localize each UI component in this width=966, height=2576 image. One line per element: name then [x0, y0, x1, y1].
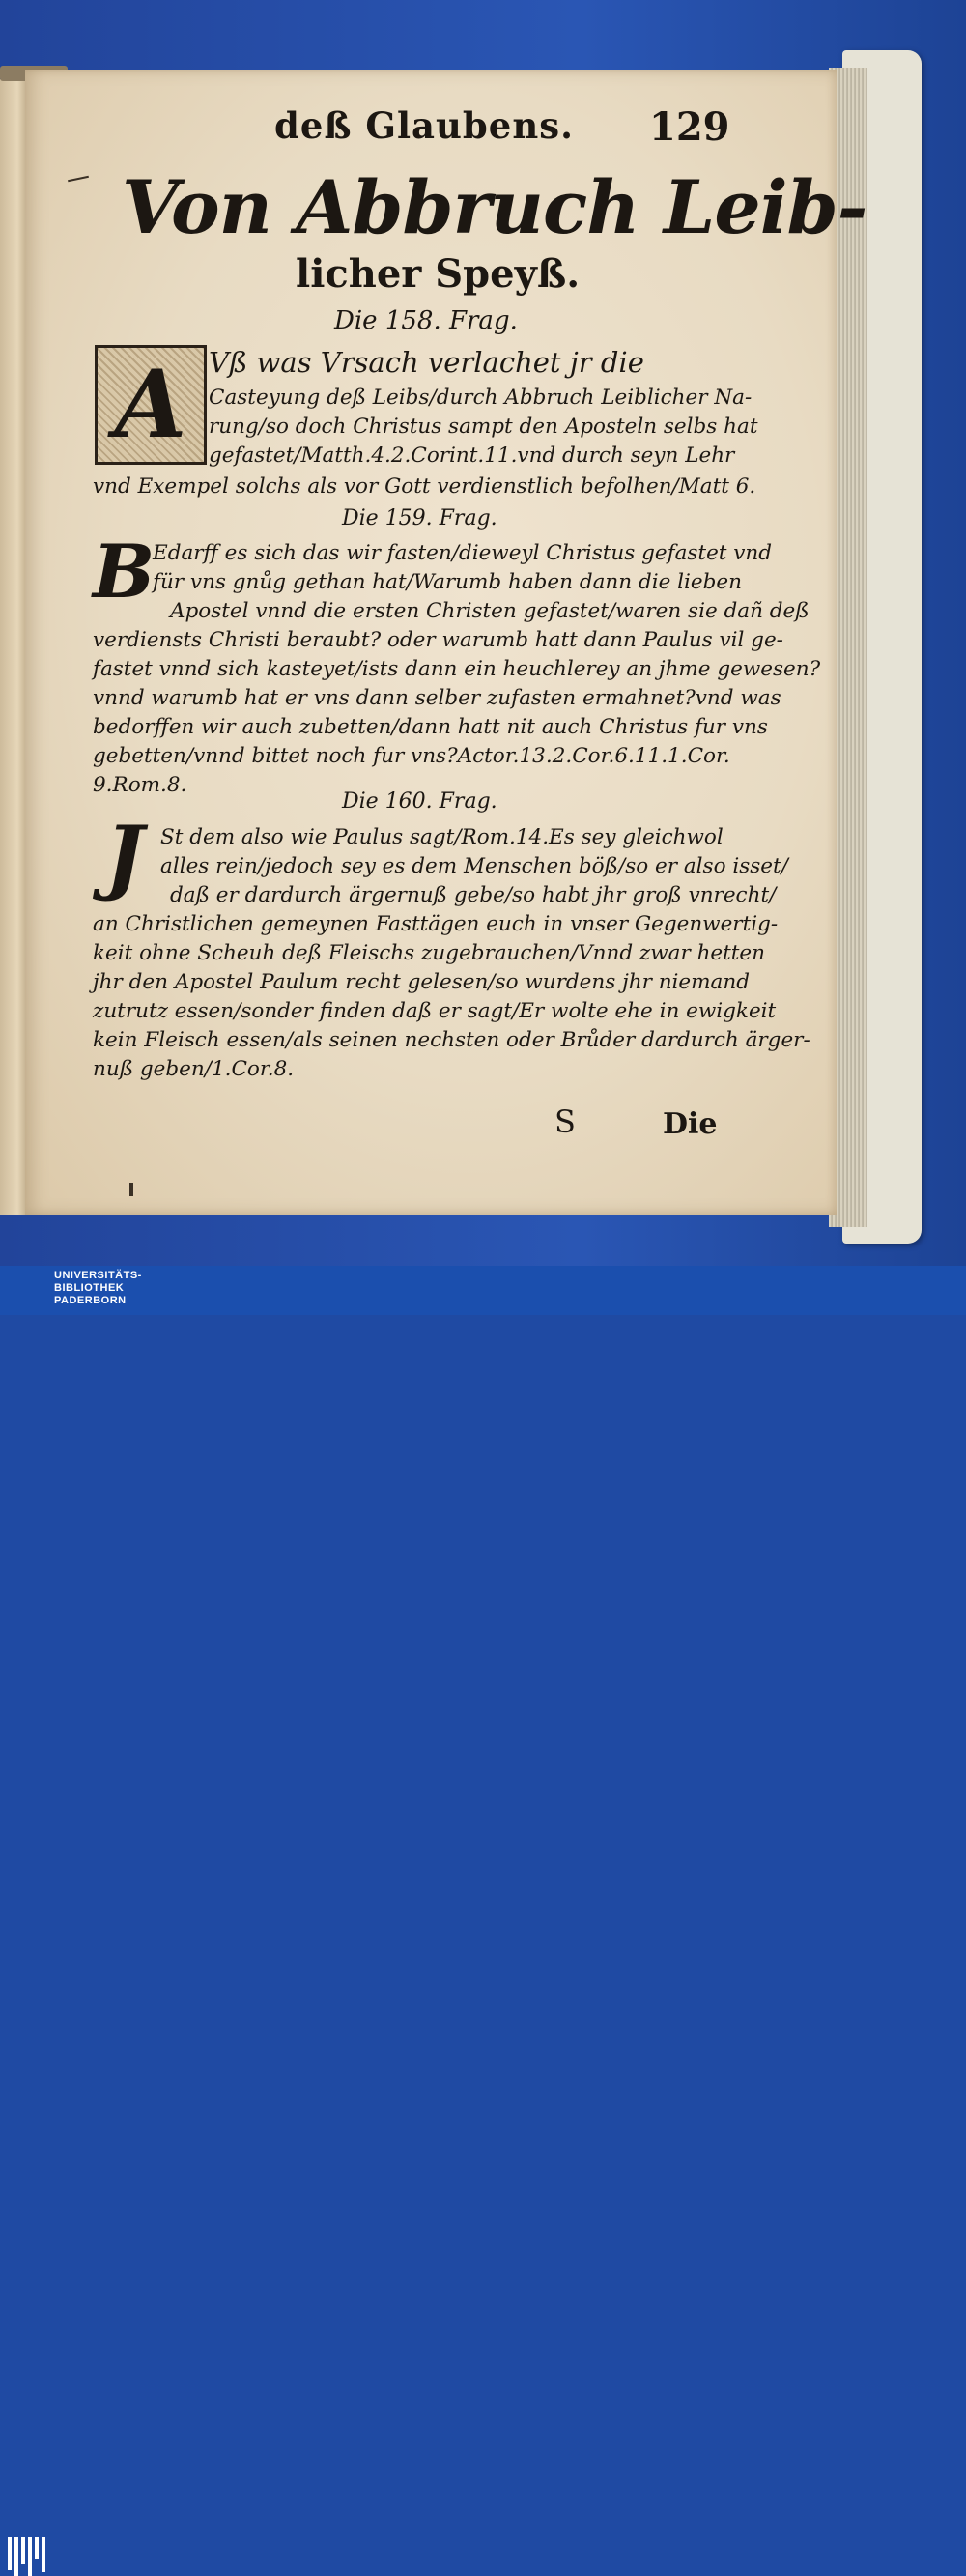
book-page — [25, 70, 867, 1215]
library-name-line3: PADERBORN — [54, 1295, 127, 1306]
question-heading: Die 160. Frag. — [342, 789, 497, 814]
text-line: alles rein/jedoch sey es dem Menschen böß/so er also isset/ — [160, 854, 788, 878]
ink-mark — [68, 176, 89, 183]
text-line: verdiensts Christi beraubt? oder warumb hatt dann Paulus vil ge- — [93, 628, 783, 652]
chapter-title: Von Abbruch Leib- — [122, 164, 867, 250]
text-line: bedorffen wir auch zubetten/dann hatt nit auch Christus fur vns — [93, 715, 768, 739]
question-heading: Die 159. Frag. — [342, 506, 497, 530]
text-line: daß er dardurch ärgernuß gebe/so habt jhr groß vnrecht/ — [170, 883, 777, 907]
text-line: St dem also wie Paulus sagt/Rom.14.Es sey gleichwol — [160, 825, 724, 849]
ink-mark — [129, 1183, 133, 1196]
text-line: kein Fleisch essen/als seinen nechsten oder Brůder dardurch ärger- — [93, 1028, 810, 1052]
initial-letter: J — [105, 808, 144, 903]
text-line: gefastet/Matth.4.2.Corint.11.vnd durch seyn Lehr — [209, 444, 735, 468]
text-line: für vns gnůg gethan hat/Warumb haben dann die lieben — [153, 570, 742, 594]
running-head: deß Glaubens. — [274, 104, 574, 147]
chapter-title-continued: licher Speyß. — [296, 251, 581, 297]
text-line: Apostel vnnd die ersten Christen gefastet/waren sie dañ deß — [170, 599, 810, 623]
text-line: 9.Rom.8. — [93, 773, 187, 797]
library-name-line1: UNIVERSITÄTS- — [54, 1270, 142, 1281]
page-number: 129 — [649, 104, 730, 150]
library-logo-icon — [8, 2537, 50, 2576]
text-line: gebetten/vnnd bittet noch fur vns?Actor.13.2.Cor.6.11.1.Cor. — [93, 744, 730, 768]
signature-mark: S — [554, 1103, 576, 1140]
initial-letter: B — [93, 529, 156, 615]
text-line: vnnd warumb hat er vns dann selber zufasten ermahnet?vnd was — [93, 686, 781, 710]
text-line: jhr den Apostel Paulum recht gelesen/so wurdens jhr niemand — [93, 970, 750, 994]
text-line: an Christlichen gemeynen Fasttägen euch in vnser Gegenwertig- — [93, 912, 779, 936]
catchword: Die — [663, 1107, 718, 1141]
text-line: Vß was Vrsach verlachet jr die — [209, 346, 644, 379]
text-line: keit ohne Scheuh deß Fleischs zugebrauchen/Vnnd zwar hetten — [93, 941, 765, 965]
text-line: fastet vnnd sich kasteyet/ists dann ein heuchlerey an jhme gewesen? — [93, 657, 821, 681]
text-line: Casteyung deß Leibs/durch Abbruch Leiblicher Na- — [209, 386, 753, 410]
text-line: rung/so doch Christus sampt den Aposteln selbs hat — [209, 415, 758, 439]
text-line: Edarff es sich das wir fasten/dieweyl Christus gefastet vnd — [153, 541, 773, 565]
text-line: nuß geben/1.Cor.8. — [93, 1057, 295, 1081]
library-name-line2: BIBLIOTHEK — [54, 1282, 125, 1294]
decorated-initial: A — [95, 345, 207, 465]
footer-strip — [0, 1266, 966, 1315]
text-line: zutrutz essen/sonder finden daß er sagt/Er wolte ehe in ewigkeit — [93, 999, 777, 1023]
question-heading: Die 158. Frag. — [334, 306, 518, 335]
text-line: vnd Exempel solchs als vor Gott verdienstlich befolhen/Matt 6. — [93, 474, 756, 499]
